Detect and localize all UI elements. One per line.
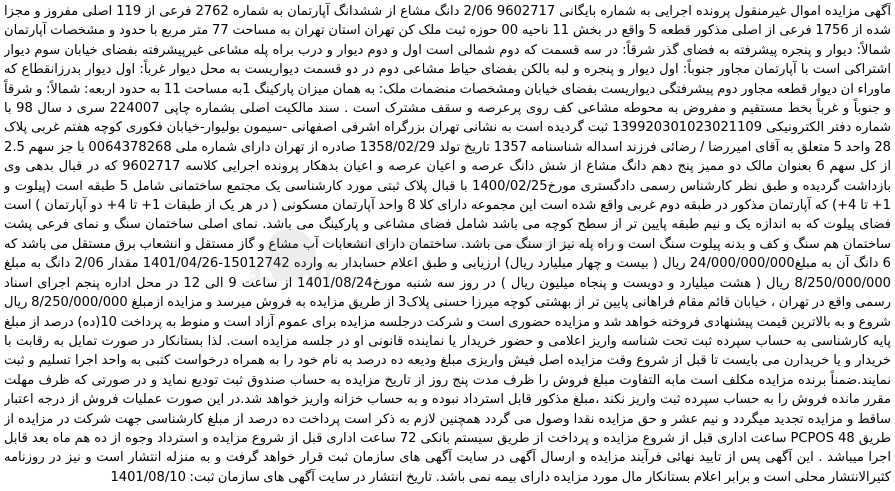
notice-signature [4, 487, 891, 489]
notice-body: آگهی مزایده اموال غیرمنقول پرونده اجرایی به شماره بایگانی 9602717 2/06 دانگ مشاع از ششدانگ آپارتمان به شماره 2762 فرعی از 119 اصلی مفروز و مجزا شده از 1756 فرعی از اصلی مذکور قطعه 5 واقع در بخش 11 ناحیه 00 حوزه ثبت ملک کن تهران استان تهران به مساحت 77 متر مربع با حدود و مشخصات آپارتمان شمالاً: دیوار و پنجره پیشرفته به فضای گذر شرقاً: در سه قسمت که دوم شمالی است اول و دوم دیوار و درب براه پله مشاعی غیرپیشرفته بفضای خیابان سوم دیوار اشتراکی است با آپارتمان مجاور جنوباً: اول دیوار و پنجره و لبه بالکن بفضای حیاط مشاعی دوم در دو قسمت دیواریست به محل دیوار غرباً: اول دیوار بدرزانقطاع که ماوراء ان دیوار قطعه مجاور دوم پیشرفتگی دیواریست بفضای خیابان ومشخصات منضمات ملک: به همان میزان پارکینگ 1به مساحت 11 به حدود اربعه: شمالاً: و شرقاً و جنوباً و غرباً بخط مستقیم و مفروض به محوطه مشاعی کف روی پرعرصه و سقف مشترک است . سند مالکیت اصلی بشماره چاپی 224007 سری د سال 98 با شماره دفتر الکترونیکی 139920301023021109 ثبت گردیده است به نشانی تهران بزرگراه اشرفی اصفهانی -سیمون بولیوار-خیابان فکوری کوچه هفتم غربی پلاک 28 واحد 5 متعلق به آقای امیررضا / رضائی فرزند اسداله شناسنامه 1357 تاریخ تولد 1358/02/29 صادره از تهران دارای شماره ملی 0064378268 با جز سهم 2.5 از کل سهم 6 بعنوان مالک دو ممیز پنج دهم دانگ مشاع از شش دانگ عرصه و اعیان عرصه و اعیان بدهکار پرونده اجرایی کلاسه 9602717 که در قبال بدهی وی بازداشت گردیده و طبق نظر کارشناس رسمی دادگستری مورخ1400/02/25 با قبال پلاک ثبتی مورد کارشناسی یک مجتمع ساختمانی شامل 5 طبقه است (پیلوت و 1+ تا 4+) که آپارتمان مذکور در طبقه دوم غربی واقع شده است این مجموعه دارای کلا 8 واحد آپارتمان مسکونی ( در هر یک از طبقات 1+ تا 4+ دو آپارتمان ) است فضای پیلوت که به اندازه یک و نیم طبقه پایین تر از سطح کوچه می باشد شامل فضای مشاعی و پارکینگ می باشد. نمای اصلی ساختمان سنگ و نمای فرعی پشت ساختمان هم سنگ و کف و بدنه پیلوت سنگ است و راه پله نیز از سنگ می باشد. ساختمان دارای انشعابات آب مشاع و گاز مستقل و انشعاب برق مستقل می باشد که 6 دانگ آن به مبلغ24/000/000/000 ریال ( بیست و چهار میلیارد ریال) ارزیابی و طبق اعلام حسابدار به وارده 15012742-1401/04/26 مقدار 2/06 دانگ به مبلغ 8/250/000/000 ریال ( هشت میلیارد و دویست و پنجاه میلیون ریال ) در روز سه شنبه مورخ1401/08/24 از ساعت 9 الی 12 در محل اداره پنجم اجرای اسناد رسمی واقع در تهران ، خیابان قائم مقام فراهانی پایین تر از بهشتی کوچه میرزا حسنی پلاک3 از طریق مزایده به فروش میرسد و مزایده ازمبلغ 8/250/000/000 ریال شروع و به بالاترین قیمت پیشنهادی فروخته خواهد شد و مزایده حضوری است و شرکت درجلسه مزایده برای عموم آزاد است و منوط به پرداخت 10(ده) درصد از مبلغ پایه کارشناسی به حساب سپرده ثبت تحت شناسه واریز اعلامی و حضور خریدار یا نماینده قانونی او در جلسه مزایده است. لذا بستانکار در صورت تمایل به رقابت با خریدار و یا خریدارن می بایست تا قبل از شروع وقت مزایده اصل فیش واریزی مبلغ ودیعه ده درصد به نام خود را به همراه درخواست کتبی به واحد اجرا تسلیم و ثبت نمایند.ضمناً برنده مزایده مکلف است مابه التفاوت مبلغ فروش را ظرف مدت پنج روز از تاریخ مزایده به حساب صندوق ثبت توديع نماید و در صورتی که ظرف مهلت مقرر مانده فروش را به حساب سپرده ثبت واریز نکند ،مبلغ مذکور قابل استرداد نبوده و به حساب خزانه واریز خواهد شد.در این صورت عملیات فروش از درجه اعتبار ساقط و مزایده تجدید میگردد و نیم عشر و حق مزایده نقدا وصول می گردد همچنین لازم به ذکر است پرداخت ده درصد از مبلغ کارشناسی جهت شرکت در مزایده از طریق 48 PCPOS ساعت اداری قبل از شروع مزایده و پرداخت از طریق سیستم بانکی 72 ساعت اداری قبل از شروع مزایده و استرداد وجوه از ده هم ماه بعد قابل اجرا میباشد . این آگهی پس از تایید نهائی فرآیند مزایده و ارسال آگهی در سایت آگهی های سازمان ثبت قرار خواهد گرفت و به منزله انتشار است و نیز در روزنامه کثیرالانتشار محلی است و برابر اعلام بستانکار مال مورد مزایده دارای بیمه نمی باشد. تاریخ انتشار در سایت آگهی های سازمان ثبت: 1401/08/10 [4, 4, 891, 485]
svg-text:Parsnamaddata.com: a.com [250, 255, 332, 288]
auction-notice-document [4, 2, 891, 489]
